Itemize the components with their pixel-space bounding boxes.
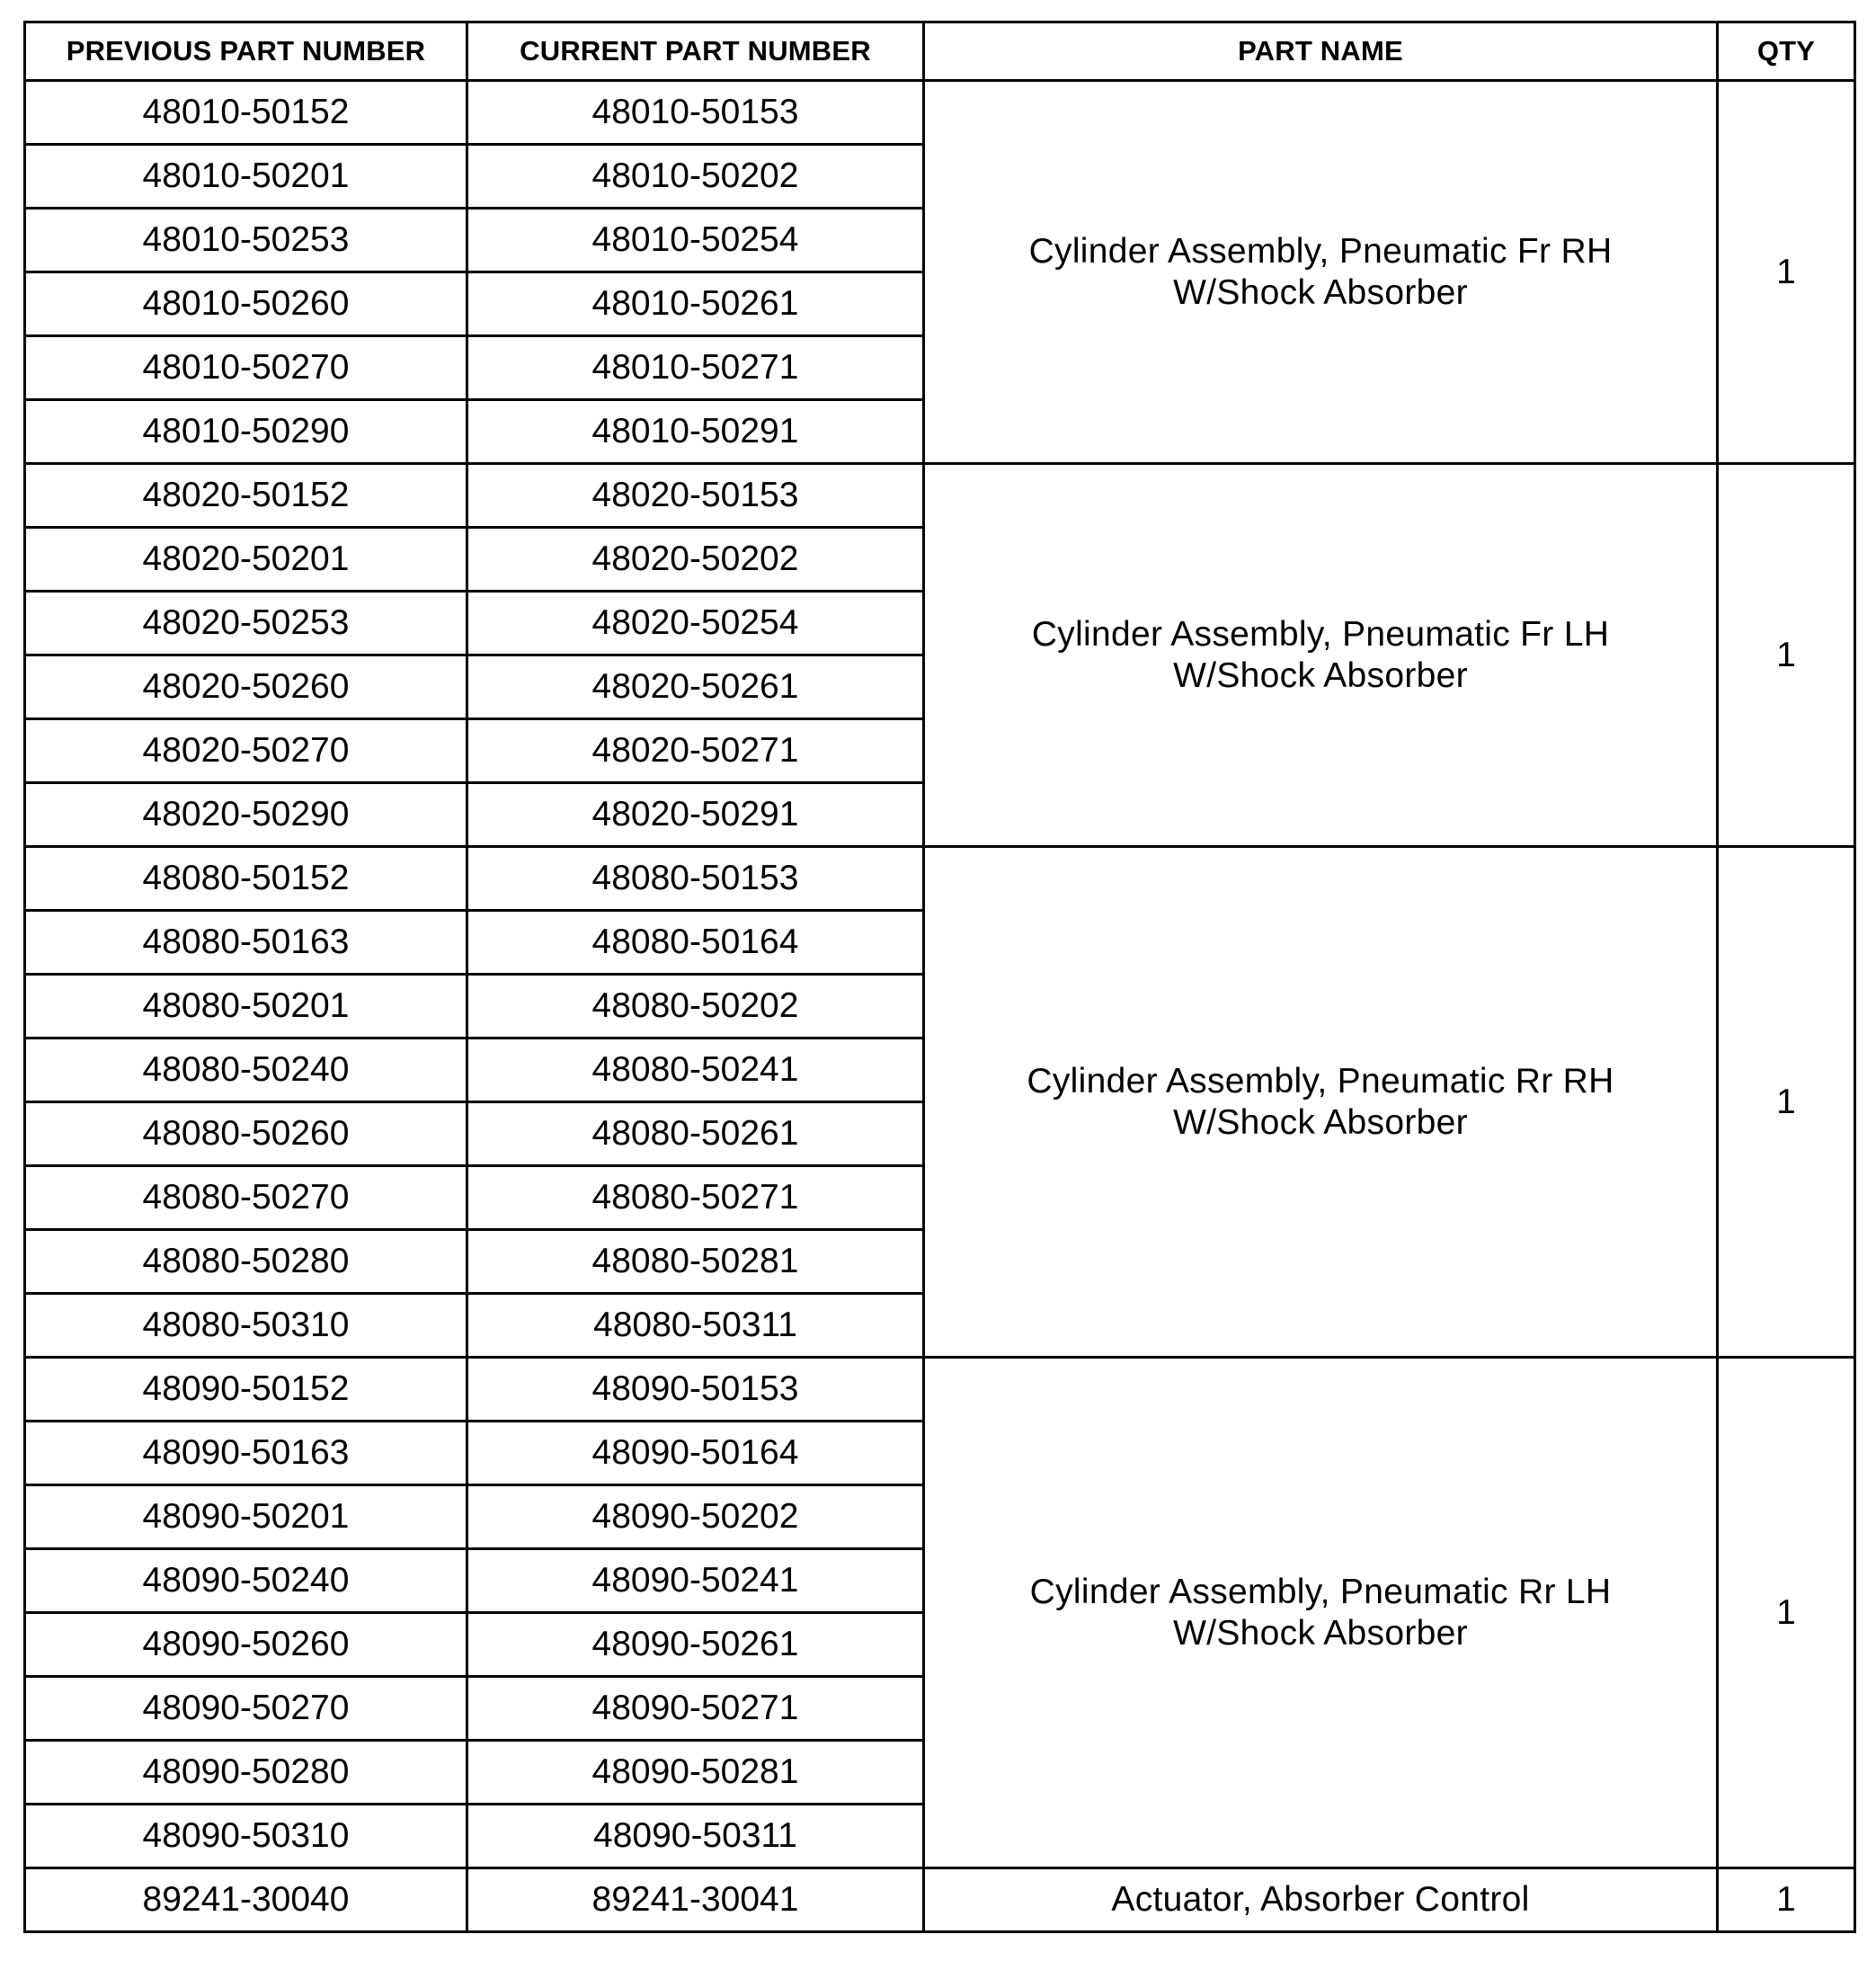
previous-part-number-cell: 48080-50310	[25, 1294, 467, 1358]
current-part-number-cell: 48020-50271	[467, 719, 924, 783]
previous-part-number-cell: 48020-50260	[25, 655, 467, 719]
previous-part-number-cell: 48090-50260	[25, 1613, 467, 1677]
previous-part-number-cell: 48010-50290	[25, 400, 467, 464]
part-name-line1: Cylinder Assembly, Pneumatic Rr LH	[1029, 1572, 1612, 1611]
header-part-name: PART NAME	[924, 22, 1718, 81]
previous-part-number-cell: 48080-50270	[25, 1166, 467, 1230]
current-part-number-cell: 48080-50153	[467, 847, 924, 911]
part-name-line1: Cylinder Assembly, Pneumatic Fr RH	[1028, 231, 1613, 271]
previous-part-number-cell: 48020-50152	[25, 464, 467, 528]
current-part-number-cell: 48010-50254	[467, 209, 924, 272]
header-qty: QTY	[1718, 22, 1855, 81]
previous-part-number-cell: 48090-50152	[25, 1358, 467, 1422]
part-name-line1: Cylinder Assembly, Pneumatic Fr LH	[1031, 614, 1610, 654]
previous-part-number-cell: 48090-50240	[25, 1549, 467, 1613]
part-name-line2: W/Shock Absorber	[1173, 272, 1468, 312]
previous-part-number-cell: 48090-50163	[25, 1422, 467, 1485]
previous-part-number-cell: 48080-50152	[25, 847, 467, 911]
table-row	[25, 464, 1855, 528]
part-name-line2: W/Shock Absorber	[1173, 1102, 1468, 1142]
previous-part-number-cell: 48020-50290	[25, 783, 467, 847]
table-row	[25, 1868, 1855, 1932]
current-part-number-cell: 48090-50271	[467, 1677, 924, 1741]
previous-part-number-cell: 48080-50240	[25, 1038, 467, 1102]
table-row	[25, 847, 1855, 911]
previous-part-number-cell: 48020-50201	[25, 528, 467, 592]
current-part-number-cell: 48010-50261	[467, 272, 924, 336]
table-body	[25, 81, 1855, 1932]
qty-cell: 1	[1718, 1358, 1855, 1868]
previous-part-number-cell: 48090-50310	[25, 1805, 467, 1868]
previous-part-number-cell: 48010-50152	[25, 81, 467, 145]
current-part-number-cell: 48090-50202	[467, 1485, 924, 1549]
part-name-cell	[924, 464, 1718, 847]
current-part-number-cell: 48020-50254	[467, 592, 924, 655]
part-name-line1: Actuator, Absorber Control	[1111, 1880, 1530, 1919]
part-name-line2: W/Shock Absorber	[1173, 1613, 1468, 1653]
current-part-number-cell: 48090-50281	[467, 1741, 924, 1805]
current-part-number-cell: 48010-50153	[467, 81, 924, 145]
table-row	[25, 81, 1855, 145]
part-name-cell	[924, 1868, 1718, 1932]
current-part-number-cell: 48080-50202	[467, 975, 924, 1038]
current-part-number-cell: 48020-50202	[467, 528, 924, 592]
previous-part-number-cell: 48080-50280	[25, 1230, 467, 1294]
previous-part-number-cell: 48020-50270	[25, 719, 467, 783]
current-part-number-cell: 48080-50261	[467, 1102, 924, 1166]
qty-cell: 1	[1718, 1868, 1855, 1932]
current-part-number-cell: 48090-50153	[467, 1358, 924, 1422]
previous-part-number-cell: 48080-50260	[25, 1102, 467, 1166]
current-part-number-cell: 48010-50291	[467, 400, 924, 464]
previous-part-number-cell: 48090-50270	[25, 1677, 467, 1741]
qty-cell: 1	[1718, 464, 1855, 847]
part-name-line2: W/Shock Absorber	[1173, 655, 1468, 695]
current-part-number-cell: 48020-50261	[467, 655, 924, 719]
previous-part-number-cell: 48010-50260	[25, 272, 467, 336]
parts-table	[23, 21, 1856, 1933]
previous-part-number-cell: 48080-50163	[25, 911, 467, 975]
current-part-number-cell: 48090-50164	[467, 1422, 924, 1485]
previous-part-number-cell: 48090-50201	[25, 1485, 467, 1549]
current-part-number-cell: 48020-50291	[467, 783, 924, 847]
part-name-line1: Cylinder Assembly, Pneumatic Rr RH	[1027, 1061, 1614, 1101]
current-part-number-cell: 48090-50311	[467, 1805, 924, 1868]
previous-part-number-cell: 48010-50253	[25, 209, 467, 272]
header-current-part-number: CURRENT PART NUMBER	[467, 22, 924, 81]
current-part-number-cell: 48090-50261	[467, 1613, 924, 1677]
current-part-number-cell: 48090-50241	[467, 1549, 924, 1613]
table-header-row	[25, 22, 1855, 81]
previous-part-number-cell: 48010-50270	[25, 336, 467, 400]
previous-part-number-cell: 48090-50280	[25, 1741, 467, 1805]
previous-part-number-cell: 89241-30040	[25, 1868, 467, 1932]
part-name-cell	[924, 81, 1718, 464]
current-part-number-cell: 48080-50164	[467, 911, 924, 975]
part-name-cell	[924, 847, 1718, 1358]
current-part-number-cell: 48020-50153	[467, 464, 924, 528]
previous-part-number-cell: 48010-50201	[25, 145, 467, 209]
current-part-number-cell: 48080-50281	[467, 1230, 924, 1294]
current-part-number-cell: 48010-50202	[467, 145, 924, 209]
current-part-number-cell: 89241-30041	[467, 1868, 924, 1932]
table-row	[25, 1358, 1855, 1422]
part-name-cell	[924, 1358, 1718, 1868]
current-part-number-cell: 48080-50311	[467, 1294, 924, 1358]
header-previous-part-number: PREVIOUS PART NUMBER	[25, 22, 467, 81]
previous-part-number-cell: 48080-50201	[25, 975, 467, 1038]
qty-cell: 1	[1718, 847, 1855, 1358]
current-part-number-cell: 48080-50241	[467, 1038, 924, 1102]
current-part-number-cell: 48080-50271	[467, 1166, 924, 1230]
qty-cell: 1	[1718, 81, 1855, 464]
current-part-number-cell: 48010-50271	[467, 336, 924, 400]
previous-part-number-cell: 48020-50253	[25, 592, 467, 655]
